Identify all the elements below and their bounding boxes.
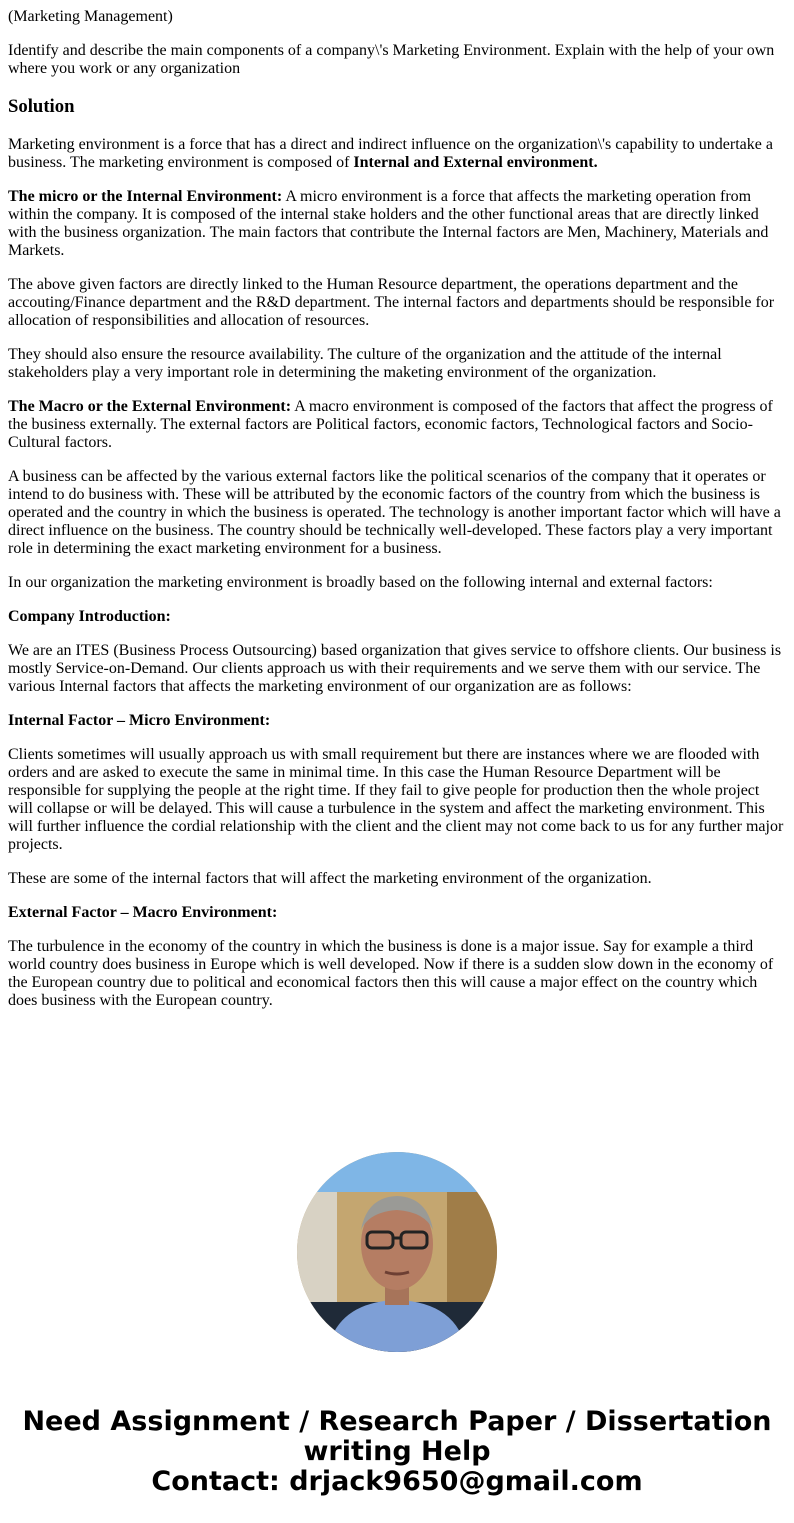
paragraph: We are an ITES (Business Process Outsourcing) based organization that gives service to offshore clients. Our business is mostly Service-on-Demand. Our clients approach us with their requirements and we serve them with our service. The various Internal factors that affects the marketing environment of our organization are as follows: xyxy=(8,642,782,695)
document xyxy=(8,8,786,1010)
paragraph xyxy=(8,398,786,452)
contact-banner xyxy=(8,1407,786,1497)
paragraph xyxy=(8,188,786,260)
text: A macro environment is composed of the factors that affect the progress of the business externally. The external factors are Political factors, economic factors, Technological factors and Socio-Cultural factors. xyxy=(8,398,773,451)
bold-text: The Macro or the External Environment: xyxy=(8,398,292,415)
paragraph xyxy=(8,136,786,172)
banner-line: Need Assignment / Research Paper / Dissertation writing Help xyxy=(22,1406,772,1467)
paragraph: The above given factors are directly linked to the Human Resource department, the operations department and the accouting/Finance department and the R&D department. The internal factors and departments should be responsible for allocation of responsibilities and allocation of resources. xyxy=(8,276,775,329)
section-heading xyxy=(8,608,786,626)
paragraph: The turbulence in the economy of the country in which the business is done is a major issue. Say for example a third world country does business in Europe which is well developed. Now if there is a sudden slow down in the economy of the European country due to political and economical factors then this will cause a major effect on the country which does business with the European country. xyxy=(8,938,774,1009)
bold-text: Internal Factor – Micro Environment: xyxy=(8,712,271,729)
subject: (Marketing Management) xyxy=(8,8,173,25)
solution-heading: Solution xyxy=(8,96,75,117)
paragraph: These are some of the internal factors that will affect the marketing environment of the organization. xyxy=(8,870,652,887)
paragraph: Clients sometimes will usually approach us with small requirement but there are instances where we are flooded with orders and are asked to execute the same in minimal time. In this case the Human Resource Department will be responsible for supplying the people at the right time. If they fail to give people for production then the whole project will collapse or will be delayed. This will cause a turbulence in the system and affect the marketing environment. This will further influence the cordial relationship with the client and the client may not come back to us for any further major projects. xyxy=(8,746,784,853)
bold-text: The micro or the Internal Environment: xyxy=(8,188,283,205)
contact-email: Contact: drjack9650@gmail.com xyxy=(151,1466,643,1497)
section-heading xyxy=(8,712,786,730)
author-photo xyxy=(297,1152,497,1352)
bold-text: Company Introduction: xyxy=(8,608,171,625)
text: Marketing environment is a force that has a direct and indirect influence on the organization\'s capability to undertake a business. The marketing environment is composed of xyxy=(8,136,773,171)
bold-text: Internal and External environment. xyxy=(353,154,598,171)
paragraph: A business can be affected by the various external factors like the political scenarios of the company that it operates or intend to do business with. These will be attributed by the economic factors of the country from which the business is operated and the country in which the business is operated. The technology is another important factor which will have a direct influence on the business. The country should be technically well-developed. These factors play a very important role in determining the exact marketing environment for a business. xyxy=(8,468,781,557)
photo-container xyxy=(8,1152,786,1357)
question: Identify and describe the main components of a company\'s Marketing Environment. Explain with the help of your own where you work or any organization xyxy=(8,42,775,77)
text: A micro environment is a force that affects the marketing operation from within the company. It is composed of the internal stake holders and the other functional areas that are directly linked with the business organization. The main factors that contribute the Internal factors are Men, Machinery, Materials and Markets. xyxy=(8,188,769,259)
bold-text: External Factor – Macro Environment: xyxy=(8,904,278,921)
paragraph: They should also ensure the resource availability. The culture of the organization and the attitude of the internal stakeholders play a very important role in determining the maketing environment of the organization. xyxy=(8,346,722,381)
paragraph: In our organization the marketing environment is broadly based on the following internal and external factors: xyxy=(8,574,713,591)
section-heading xyxy=(8,904,786,922)
